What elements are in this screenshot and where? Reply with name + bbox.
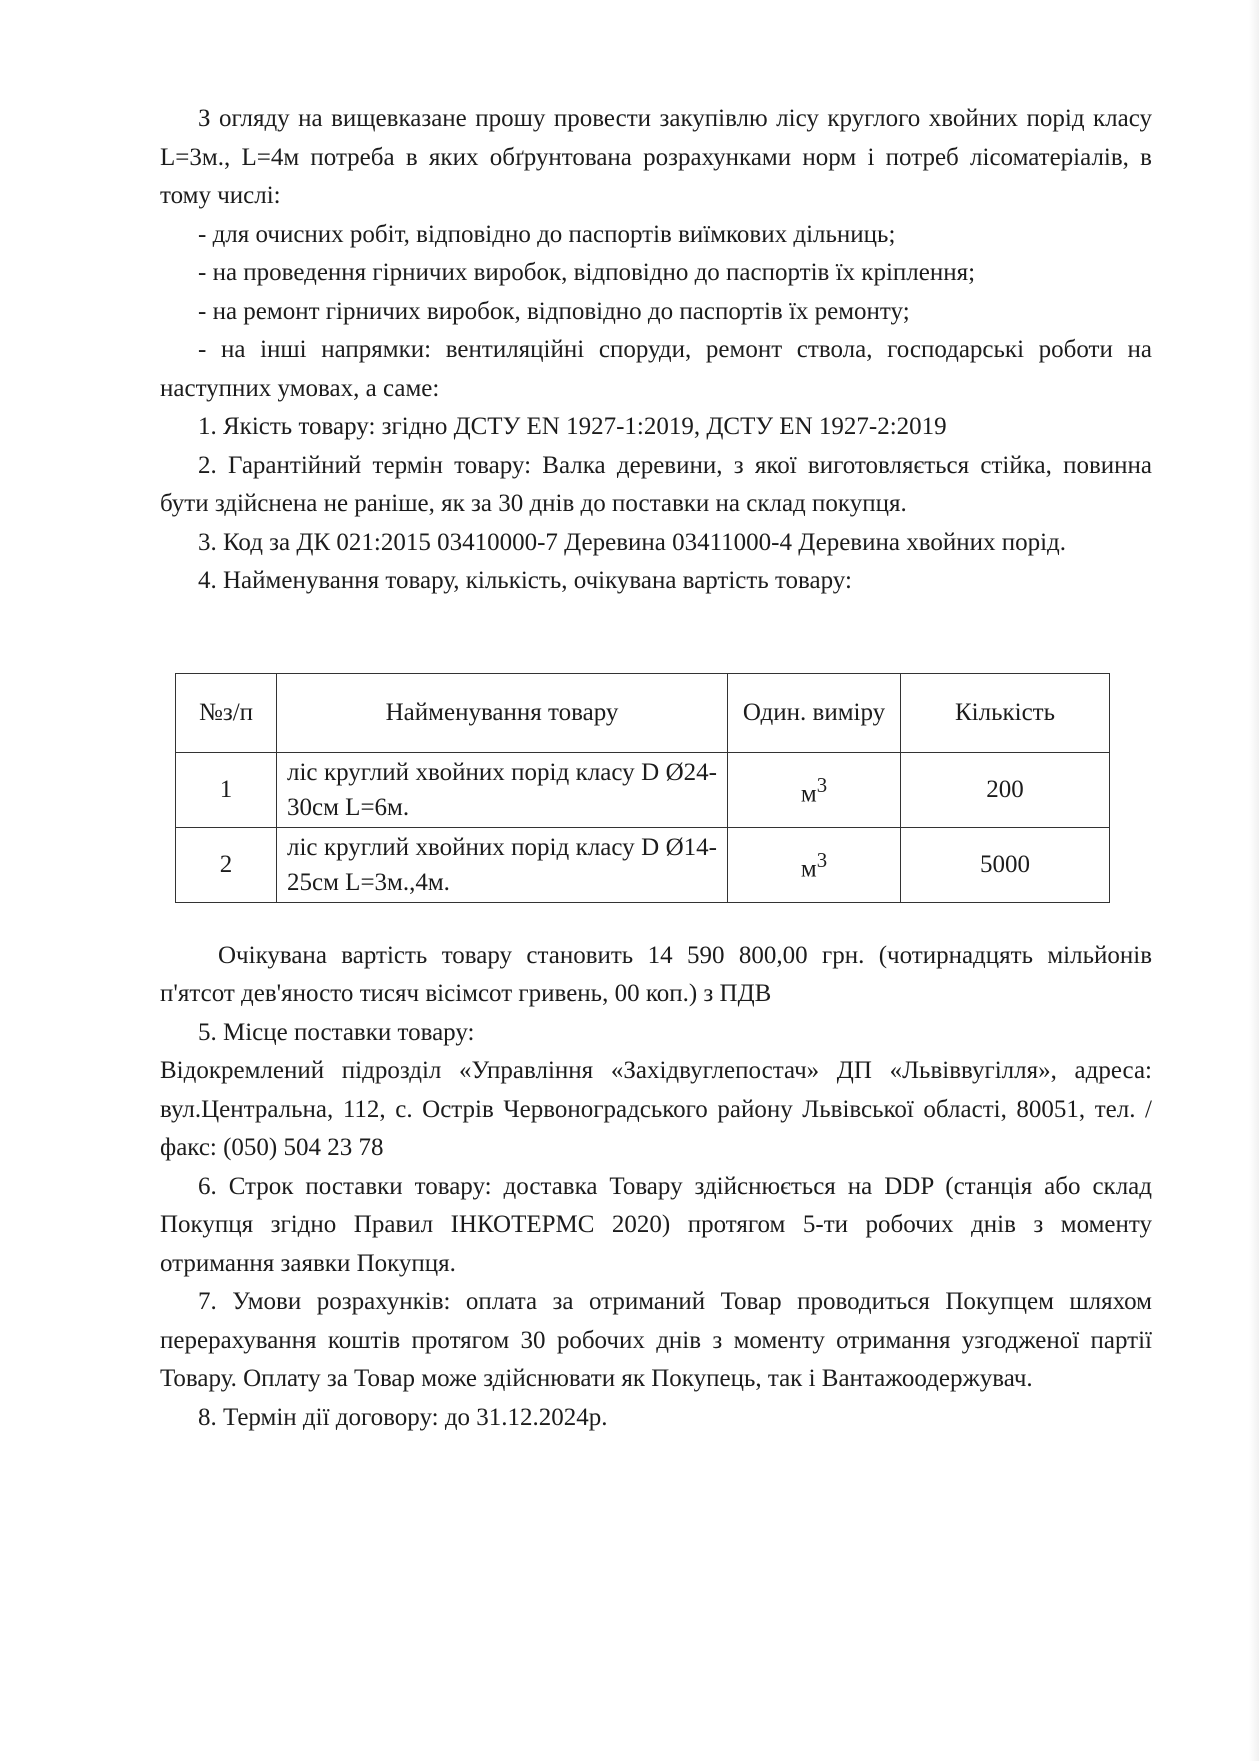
- bullet-item: - на інші напрямки: вентиляційні споруди, ремонт ствола, господарські роботи на наступних умовах, а саме:: [160, 336, 1152, 402]
- condition-code: 3. Код за ДК 021:2015 03410000-7 Деревина 03411000-4 Деревина хвойних порід.: [198, 528, 1067, 556]
- table-row: [176, 752, 1110, 827]
- row-name: ліс круглий хвойних порід класу D Ø14-25см L=3м.,4м.: [277, 827, 728, 902]
- condition-items-heading: 4. Найменування товару, кількість, очікувана вартість товару:: [198, 567, 852, 594]
- goods-table: [175, 673, 1110, 903]
- condition-warranty: 2. Гарантійний термін товару: Валка деревини, з якої виготовляється стійка, повинна бути здійснена не раніше, як за 30 днів до поставки на склад покупця.: [160, 451, 1152, 517]
- row-quantity: 200: [901, 752, 1110, 827]
- bullet-item: - для очисних робіт, відповідно до паспортів виїмкових дільниць;: [198, 220, 896, 248]
- intro-paragraph: З огляду на вищевказане прошу провести закупівлю лісу круглого хвойних порід класу L=3м., L=4м потреба в яких обґрунтована розрахунками норм і потреб лісоматеріалів, в тому числі:: [160, 105, 1152, 209]
- bullet-item: - на проведення гірничих виробок, відповідно до паспортів їх кріплення;: [198, 259, 976, 286]
- row-number: 1: [176, 752, 277, 827]
- delivery-place-text: Відокремлений підрозділ «Управління «Західвуглепостач» ДП «Львіввугілля», адреса: вул.Центральна, 112, с. Острів Червоноградського району Львівської області, 80051, тел. /факс: (050) 504 23 78: [160, 1057, 1152, 1161]
- unit-text: м: [800, 780, 817, 808]
- unit-superscript: 3: [816, 772, 828, 797]
- condition-payment: 7. Умови розрахунків: оплата за отриманий Товар проводиться Покупцем шляхом перерахування коштів протягом 30 робочих днів з моменту отримання узгодженої партії Товару. Оплату за Товар може здійснювати як Покупець, так і Вантажоодержувач.: [160, 1288, 1152, 1392]
- header-unit: Один. виміру: [728, 673, 901, 752]
- unit-text: м: [800, 855, 817, 883]
- condition-contract-term: 8. Термін дії договору: до 31.12.2024р.: [198, 1403, 608, 1431]
- header-quantity: Кількість: [901, 673, 1110, 752]
- header-number: №з/п: [176, 673, 277, 752]
- condition-quality: 1. Якість товару: згідно ДСТУ EN 1927-1:2019, ДСТУ EN 1927-2:2019: [198, 413, 947, 440]
- row-number: 2: [176, 827, 277, 902]
- row-unit: [728, 827, 901, 902]
- header-name: Найменування товару: [277, 673, 728, 752]
- row-quantity: 5000: [901, 827, 1110, 902]
- expected-cost: Очікувана вартість товару становить 14 590 800,00 грн. (чотирнадцять мільйонів п'ятсот дев'яносто тисяч вісімсот гривень, 00 коп.) з ПДВ: [160, 941, 1152, 1007]
- unit-superscript: 3: [816, 847, 828, 872]
- document-body: [160, 100, 1152, 1437]
- row-unit: [728, 752, 901, 827]
- condition-delivery-term: 6. Строк поставки товару: доставка Товару здійснюється на DDP (станція або склад Покупця згідно Правил ІНКОТЕРМС 2020) протягом 5-ти робочих днів з моменту отримання заявки Покупця.: [160, 1172, 1152, 1277]
- delivery-place-heading: 5. Місце поставки товару:: [198, 1018, 475, 1046]
- table-row: [176, 827, 1110, 902]
- row-name: ліс круглий хвойних порід класу D Ø24-30см L=6м.: [277, 752, 728, 827]
- page-edge-shadow: [1249, 0, 1259, 1761]
- goods-table-wrapper: [160, 601, 1152, 937]
- table-header-row: [176, 673, 1110, 752]
- bullet-item: - на ремонт гірничих виробок, відповідно до паспортів їх ремонту;: [198, 297, 910, 325]
